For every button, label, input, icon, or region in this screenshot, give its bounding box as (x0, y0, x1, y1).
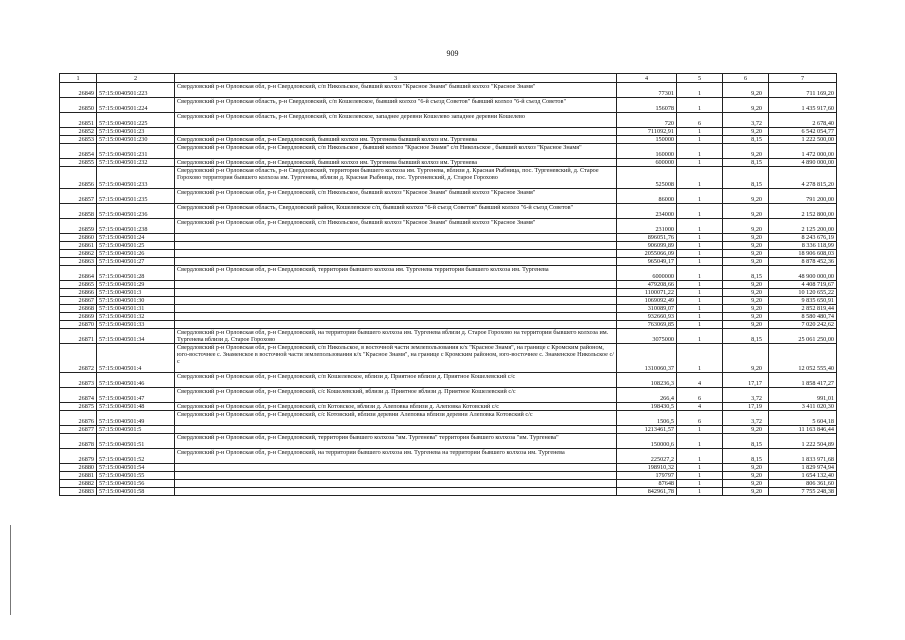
cadastral-number-cell: 57:15:0040501:51 (97, 434, 175, 449)
row-number-cell: 26852 (60, 128, 97, 136)
area-value-cell: 198910,32 (617, 464, 677, 472)
rate-value-cell: 9,20 (723, 426, 769, 434)
category-code-cell: 1 (677, 234, 723, 242)
table-row (60, 373, 837, 388)
cadastral-number-cell: 57:15:0040501:28 (97, 266, 175, 281)
table-row (60, 289, 837, 297)
cadastral-value-cell: 12 052 555,40 (769, 344, 837, 373)
category-code-cell: 1 (677, 344, 723, 373)
rate-value-cell: 9,20 (723, 98, 769, 113)
address-cell: Свердловский р-н Орловская область, р-н Свердловский, с/п Кошелевское, западнее деревни Кошелево западнее деревни Кошелево (175, 113, 617, 128)
category-code-cell: 1 (677, 159, 723, 167)
row-number-cell: 26861 (60, 242, 97, 250)
address-cell: Свердловский р-н Орловская обл, р-н Свердловский, с/п Никольское, бывший колхоз "Красное Знамя" бывший колхоз "Красное Знамя" (175, 83, 617, 98)
table-row (60, 128, 837, 136)
area-value-cell: 179797 (617, 472, 677, 480)
address-cell (175, 313, 617, 321)
area-value-cell: 479208,66 (617, 281, 677, 289)
table-row (60, 167, 837, 189)
area-value-cell: 763069,85 (617, 321, 677, 329)
area-value-cell: 842961,78 (617, 488, 677, 496)
address-cell: Свердловский р-н Орловская обл, р-н Свердловский, с/п Котовское, вблизи д. Алеповка вблизи д. Алеповка Котовский с/с (175, 403, 617, 411)
cadastral-number-cell: 57:15:0040501:233 (97, 167, 175, 189)
cadastral-value-cell: 5 604,18 (769, 411, 837, 426)
table-row (60, 83, 837, 98)
category-code-cell: 1 (677, 289, 723, 297)
category-code-cell: 6 (677, 113, 723, 128)
address-cell (175, 297, 617, 305)
table-row (60, 189, 837, 204)
row-number-cell: 26872 (60, 344, 97, 373)
table-row (60, 219, 837, 234)
scan-edge-line (10, 525, 11, 615)
header-cell: 6 (723, 74, 769, 83)
table-row (60, 472, 837, 480)
cadastral-number-cell: 57:15:0040501:224 (97, 98, 175, 113)
header-cell: 4 (617, 74, 677, 83)
header-cell: 7 (769, 74, 837, 83)
rate-value-cell: 3,72 (723, 411, 769, 426)
rate-value-cell: 17,17 (723, 373, 769, 388)
row-number-cell: 26873 (60, 373, 97, 388)
rate-value-cell: 17,19 (723, 403, 769, 411)
rate-value-cell: 9,20 (723, 305, 769, 313)
row-number-cell: 26851 (60, 113, 97, 128)
rate-value-cell: 8,15 (723, 266, 769, 281)
cadastral-value-cell: 18 906 608,03 (769, 250, 837, 258)
area-value-cell: 965049,17 (617, 258, 677, 266)
rate-value-cell: 9,20 (723, 128, 769, 136)
cadastral-number-cell: 57:15:0040501:58 (97, 488, 175, 496)
rate-value-cell: 8,15 (723, 329, 769, 344)
address-cell: Свердловский р-н Орловская обл, р-н Свердловский, с/п Кошелевское, вблизи д. Приятное вблизи д. Приятное Кошелевский с/с (175, 373, 617, 388)
address-cell: Свердловский р-н Орловская обл, р-н Свердловский, бывший колхоз им. Тургенева бывший колхоз им. Тургенева (175, 159, 617, 167)
address-cell: Свердловский р-н Орловская обл, р-н Свердловский, территория бывшего колхоза "им. Тургенева" территория бывшего колхоза "им. Тургенева" (175, 434, 617, 449)
table-row (60, 258, 837, 266)
row-number-cell: 26880 (60, 464, 97, 472)
area-value-cell: 87648 (617, 480, 677, 488)
cadastral-number-cell: 57:15:0040501:54 (97, 464, 175, 472)
area-value-cell: 906099,89 (617, 242, 677, 250)
rate-value-cell: 9,20 (723, 321, 769, 329)
address-cell: Свердловский р-н Орловская обл, р-н Свердловский, с/с Кошелевский, вблизи д. Приятное вблизи д. Приятное Кошелевский с/с (175, 388, 617, 403)
category-code-cell: 1 (677, 329, 723, 344)
row-number-cell: 26850 (60, 98, 97, 113)
cadastral-number-cell: 57:15:0040501:235 (97, 189, 175, 204)
row-number-cell: 26859 (60, 219, 97, 234)
cadastral-number-cell: 57:15:0040501:33 (97, 321, 175, 329)
cadastral-value-cell: 1 222 500,00 (769, 136, 837, 144)
category-code-cell: 6 (677, 388, 723, 403)
row-number-cell: 26862 (60, 250, 97, 258)
cadastral-value-cell: 8 878 452,36 (769, 258, 837, 266)
address-cell (175, 289, 617, 297)
address-cell: Свердловский р-н Орловская обл, р-н Свердловский, с/п Никольское , бывший колхоз "Красное Знамя" с/п Никольское , бывший колхоз "Красное Знамя" (175, 144, 617, 159)
area-value-cell: 1310060,37 (617, 344, 677, 373)
cadastral-value-cell: 8 580 480,74 (769, 313, 837, 321)
rate-value-cell: 9,20 (723, 189, 769, 204)
header-cell: 5 (677, 74, 723, 83)
table-row (60, 250, 837, 258)
category-code-cell: 1 (677, 83, 723, 98)
cadastral-number-cell: 57:15:0040501:49 (97, 411, 175, 426)
category-code-cell: 1 (677, 204, 723, 219)
area-value-cell: 6000000 (617, 266, 677, 281)
category-code-cell: 1 (677, 144, 723, 159)
cadastral-number-cell: 57:15:0040501:25 (97, 242, 175, 250)
rate-value-cell: 9,20 (723, 480, 769, 488)
row-number-cell: 26856 (60, 167, 97, 189)
cadastral-number-cell: 57:15:0040501:32 (97, 313, 175, 321)
table-row (60, 144, 837, 159)
area-value-cell: 1100071,22 (617, 289, 677, 297)
row-number-cell: 26853 (60, 136, 97, 144)
address-cell (175, 242, 617, 250)
area-value-cell: 160000 (617, 144, 677, 159)
rate-value-cell: 9,20 (723, 258, 769, 266)
cadastral-number-cell: 57:15:0040501:5 (97, 426, 175, 434)
rate-value-cell: 9,20 (723, 219, 769, 234)
address-cell: Свердловский р-н Орловская область, Свердловский район, Кошелевское с/п, бывший колхоз "6-й съезд Советов" бывший колхоз "6-й съезд Советов" (175, 204, 617, 219)
row-number-cell: 26868 (60, 305, 97, 313)
area-value-cell: 600000 (617, 159, 677, 167)
category-code-cell: 6 (677, 411, 723, 426)
rate-value-cell: 9,20 (723, 344, 769, 373)
area-value-cell: 1213461,57 (617, 426, 677, 434)
area-value-cell: 932660,93 (617, 313, 677, 321)
address-cell (175, 128, 617, 136)
area-value-cell: 231000 (617, 219, 677, 234)
cadastral-number-cell: 57:15:0040501:29 (97, 281, 175, 289)
category-code-cell: 1 (677, 266, 723, 281)
cadastral-number-cell: 57:15:0040501:232 (97, 159, 175, 167)
address-cell: Свердловский р-н Орловская область, р-н Свердловский, с/п Кошелевское, бывший колхоз "6-й съезд Советов" бывший колхоз "6-й съезд Советов" (175, 98, 617, 113)
row-number-cell: 26879 (60, 449, 97, 464)
area-value-cell: 266,4 (617, 388, 677, 403)
cadastral-value-cell: 791 200,00 (769, 189, 837, 204)
rate-value-cell: 9,20 (723, 313, 769, 321)
address-cell (175, 250, 617, 258)
category-code-cell: 1 (677, 219, 723, 234)
cadastral-number-cell: 57:15:0040501:30 (97, 297, 175, 305)
category-code-cell: 1 (677, 128, 723, 136)
table-row (60, 313, 837, 321)
cadastral-number-cell: 57:15:0040501:4 (97, 344, 175, 373)
table-row (60, 434, 837, 449)
category-code-cell: 1 (677, 297, 723, 305)
category-code-cell: 1 (677, 189, 723, 204)
cadastral-number-cell: 57:15:0040501:236 (97, 204, 175, 219)
cadastral-value-cell: 4 408 719,67 (769, 281, 837, 289)
cadastral-number-cell: 57:15:0040501:55 (97, 472, 175, 480)
category-code-cell: 1 (677, 136, 723, 144)
category-code-cell: 1 (677, 480, 723, 488)
cadastral-value-cell: 48 900 000,00 (769, 266, 837, 281)
table-row (60, 480, 837, 488)
address-cell: Свердловский р-н Орловская обл, р-н Свердловский, на территории бывшего колхоза им. Тургенева вблизи д. Старое Горохово на территории бывшего колхоза им. Тургенева вблизи д. Старое Горохово (175, 329, 617, 344)
rate-value-cell: 9,20 (723, 250, 769, 258)
cadastral-value-cell: 1 435 917,60 (769, 98, 837, 113)
rate-value-cell: 9,20 (723, 83, 769, 98)
cadastral-value-cell: 1 222 504,89 (769, 434, 837, 449)
address-cell: Свердловский р-н Орловская обл, р-н Свердловский, с/с Котовский, вблизи деревни Алеповка вблизи деревни Алеповка Котовский с/с (175, 411, 617, 426)
cadastral-number-cell: 57:15:0040501:24 (97, 234, 175, 242)
cadastral-value-cell: 11 163 846,44 (769, 426, 837, 434)
row-number-cell: 26858 (60, 204, 97, 219)
category-code-cell: 1 (677, 305, 723, 313)
cadastral-value-cell: 9 835 650,91 (769, 297, 837, 305)
table-row (60, 234, 837, 242)
row-number-cell: 26877 (60, 426, 97, 434)
address-cell (175, 488, 617, 496)
category-code-cell: 1 (677, 321, 723, 329)
cadastral-value-cell: 1 829 974,94 (769, 464, 837, 472)
address-cell (175, 426, 617, 434)
cadastral-number-cell: 57:15:0040501:231 (97, 144, 175, 159)
address-cell (175, 480, 617, 488)
cadastral-number-cell: 57:15:0040501:225 (97, 113, 175, 128)
cadastral-number-cell: 57:15:0040501:27 (97, 258, 175, 266)
rate-value-cell: 3,72 (723, 113, 769, 128)
row-number-cell: 26876 (60, 411, 97, 426)
table-row (60, 329, 837, 344)
table-row (60, 297, 837, 305)
cadastral-value-cell: 1 472 000,00 (769, 144, 837, 159)
table-row (60, 242, 837, 250)
cadastral-value-cell: 2 152 800,00 (769, 204, 837, 219)
table-row (60, 281, 837, 289)
rate-value-cell: 9,20 (723, 281, 769, 289)
land-registry-table (59, 73, 837, 496)
rate-value-cell: 9,20 (723, 297, 769, 305)
table-row (60, 113, 837, 128)
address-cell: Свердловский р-н Орловская область, р-н Свердловский, территория бывшего колхоза им. Тургенева, вблизи д. Красная Рыбница, пос. Тургеневский, д. Старое Горохово территория бывшего колхоза им. Тургенева, вблизи д. Красная Рыбница, пос. Тургеневский, д. Старое Горохово (175, 167, 617, 189)
table-row (60, 344, 837, 373)
table-row (60, 159, 837, 167)
address-cell (175, 258, 617, 266)
cadastral-value-cell: 2 125 200,00 (769, 219, 837, 234)
cadastral-value-cell: 4 278 815,20 (769, 167, 837, 189)
address-cell: Свердловский р-н Орловская обл, р-н Свердловский, бывший колхоз им. Тургенева бывший колхоз им. Тургенева (175, 136, 617, 144)
row-number-cell: 26867 (60, 297, 97, 305)
cadastral-number-cell: 57:15:0040501:23 (97, 128, 175, 136)
rate-value-cell: 9,20 (723, 488, 769, 496)
table-row (60, 426, 837, 434)
row-number-cell: 26864 (60, 266, 97, 281)
address-cell: Свердловский р-н Орловская обл, р-н Свердловский, на территории бывшего колхоза им. Тургенева на территории бывшего колхоза им. Тургенева (175, 449, 617, 464)
row-number-cell: 26869 (60, 313, 97, 321)
cadastral-value-cell: 1 833 971,68 (769, 449, 837, 464)
rate-value-cell: 9,20 (723, 234, 769, 242)
area-value-cell: 720 (617, 113, 677, 128)
row-number-cell: 26860 (60, 234, 97, 242)
category-code-cell: 1 (677, 472, 723, 480)
header-cell: 2 (97, 74, 175, 83)
category-code-cell: 1 (677, 281, 723, 289)
category-code-cell: 1 (677, 449, 723, 464)
cadastral-number-cell: 57:15:0040501:56 (97, 480, 175, 488)
row-number-cell: 26866 (60, 289, 97, 297)
category-code-cell: 1 (677, 98, 723, 113)
table-row (60, 305, 837, 313)
header-cell: 1 (60, 74, 97, 83)
address-cell: Свердловский р-н Орловская обл, р-н Свердловский, территория бывшего колхоза им. Тургенева территория бывшего колхоза им. Тургенева (175, 266, 617, 281)
row-number-cell: 26854 (60, 144, 97, 159)
area-value-cell: 310089,07 (617, 305, 677, 313)
area-value-cell: 3075000 (617, 329, 677, 344)
table-row (60, 136, 837, 144)
row-number-cell: 26870 (60, 321, 97, 329)
cadastral-number-cell: 57:15:0040501:223 (97, 83, 175, 98)
table-row (60, 388, 837, 403)
area-value-cell: 225027,2 (617, 449, 677, 464)
cadastral-value-cell: 2 678,40 (769, 113, 837, 128)
row-number-cell: 26883 (60, 488, 97, 496)
area-value-cell: 1069092,49 (617, 297, 677, 305)
cadastral-value-cell: 711 169,20 (769, 83, 837, 98)
address-cell: Свердловский р-н Орловская обл, р-н Свердловский, с/п Никольское, бывший колхоз "Красное Знамя" бывший колхоз "Красное Знамя" (175, 189, 617, 204)
cadastral-value-cell: 8 336 118,99 (769, 242, 837, 250)
category-code-cell: 1 (677, 167, 723, 189)
area-value-cell: 150000,6 (617, 434, 677, 449)
cadastral-value-cell: 7 020 242,62 (769, 321, 837, 329)
row-number-cell: 26878 (60, 434, 97, 449)
row-number-cell: 26855 (60, 159, 97, 167)
category-code-cell: 1 (677, 242, 723, 250)
address-cell (175, 234, 617, 242)
cadastral-number-cell: 57:15:0040501:3 (97, 289, 175, 297)
row-number-cell: 26871 (60, 329, 97, 344)
table-row (60, 266, 837, 281)
page-number: 909 (446, 49, 459, 58)
cadastral-number-cell: 57:15:0040501:47 (97, 388, 175, 403)
cadastral-number-cell: 57:15:0040501:52 (97, 449, 175, 464)
rate-value-cell: 3,72 (723, 388, 769, 403)
row-number-cell: 26882 (60, 480, 97, 488)
cadastral-number-cell: 57:15:0040501:230 (97, 136, 175, 144)
area-value-cell: 525008 (617, 167, 677, 189)
table-row (60, 411, 837, 426)
area-value-cell: 198430,5 (617, 403, 677, 411)
rate-value-cell: 9,20 (723, 242, 769, 250)
cadastral-value-cell: 3 411 020,30 (769, 403, 837, 411)
cadastral-value-cell: 10 120 655,22 (769, 289, 837, 297)
rate-value-cell: 9,20 (723, 289, 769, 297)
row-number-cell: 26857 (60, 189, 97, 204)
cadastral-number-cell: 57:15:0040501:26 (97, 250, 175, 258)
cadastral-number-cell: 57:15:0040501:46 (97, 373, 175, 388)
table-row (60, 449, 837, 464)
area-value-cell: 156078 (617, 98, 677, 113)
header-row (60, 74, 837, 83)
address-cell (175, 321, 617, 329)
table-row (60, 98, 837, 113)
cadastral-value-cell: 991,01 (769, 388, 837, 403)
address-cell (175, 305, 617, 313)
address-cell (175, 472, 617, 480)
row-number-cell: 26875 (60, 403, 97, 411)
cadastral-value-cell: 6 542 054,77 (769, 128, 837, 136)
header-cell: 3 (175, 74, 617, 83)
cadastral-value-cell: 25 061 250,00 (769, 329, 837, 344)
category-code-cell: 4 (677, 403, 723, 411)
cadastral-number-cell: 57:15:0040501:48 (97, 403, 175, 411)
row-number-cell: 26881 (60, 472, 97, 480)
cadastral-number-cell: 57:15:0040501:238 (97, 219, 175, 234)
address-cell (175, 281, 617, 289)
area-value-cell: 896051,76 (617, 234, 677, 242)
cadastral-number-cell: 57:15:0040501:34 (97, 329, 175, 344)
rate-value-cell: 8,15 (723, 449, 769, 464)
cadastral-number-cell: 57:15:0040501:31 (97, 305, 175, 313)
table-row (60, 488, 837, 496)
area-value-cell: 1506,5 (617, 411, 677, 426)
rate-value-cell: 9,20 (723, 204, 769, 219)
cadastral-value-cell: 7 755 248,38 (769, 488, 837, 496)
address-cell: Свердловский р-н Орловская обл, р-н Свердловский, с/п Никольское, бывший колхоз "Красное Знамя" бывший колхоз "Красное Знамя" (175, 219, 617, 234)
row-number-cell: 26849 (60, 83, 97, 98)
rate-value-cell: 8,15 (723, 434, 769, 449)
category-code-cell: 1 (677, 434, 723, 449)
area-value-cell: 2055066,09 (617, 250, 677, 258)
area-value-cell: 150000 (617, 136, 677, 144)
cadastral-value-cell: 4 890 000,00 (769, 159, 837, 167)
category-code-cell: 1 (677, 258, 723, 266)
category-code-cell: 1 (677, 426, 723, 434)
table-row (60, 403, 837, 411)
cadastral-value-cell: 1 858 417,27 (769, 373, 837, 388)
rate-value-cell: 8,15 (723, 167, 769, 189)
rate-value-cell: 9,20 (723, 144, 769, 159)
area-value-cell: 86000 (617, 189, 677, 204)
table-row (60, 204, 837, 219)
category-code-cell: 1 (677, 488, 723, 496)
cadastral-value-cell: 2 852 819,44 (769, 305, 837, 313)
category-code-cell: 1 (677, 250, 723, 258)
row-number-cell: 26863 (60, 258, 97, 266)
row-number-cell: 26865 (60, 281, 97, 289)
address-cell (175, 464, 617, 472)
table-row (60, 464, 837, 472)
cadastral-value-cell: 806 361,60 (769, 480, 837, 488)
rate-value-cell: 8,15 (723, 159, 769, 167)
cadastral-value-cell: 8 243 676,19 (769, 234, 837, 242)
rate-value-cell: 9,20 (723, 472, 769, 480)
category-code-cell: 1 (677, 464, 723, 472)
category-code-cell: 4 (677, 373, 723, 388)
cadastral-value-cell: 1 654 132,40 (769, 472, 837, 480)
address-cell: Свердловский р-н Орловская обл, р-н Свердловский, с/п Никольское, в восточной части землепользования к/х "Красное Знамя", на границе с Кромским районом, юго-восточнее с. Знаменское в восточной части землепользования к/х "Красное Знамя", на границе с Кромским районом, юго-восточнее с. Знаменское Никольское с/с (175, 344, 617, 373)
category-code-cell: 1 (677, 313, 723, 321)
area-value-cell: 711092,91 (617, 128, 677, 136)
table-row (60, 321, 837, 329)
rate-value-cell: 8,15 (723, 136, 769, 144)
area-value-cell: 234000 (617, 204, 677, 219)
area-value-cell: 77301 (617, 83, 677, 98)
area-value-cell: 108236,3 (617, 373, 677, 388)
rate-value-cell: 9,20 (723, 464, 769, 472)
row-number-cell: 26874 (60, 388, 97, 403)
